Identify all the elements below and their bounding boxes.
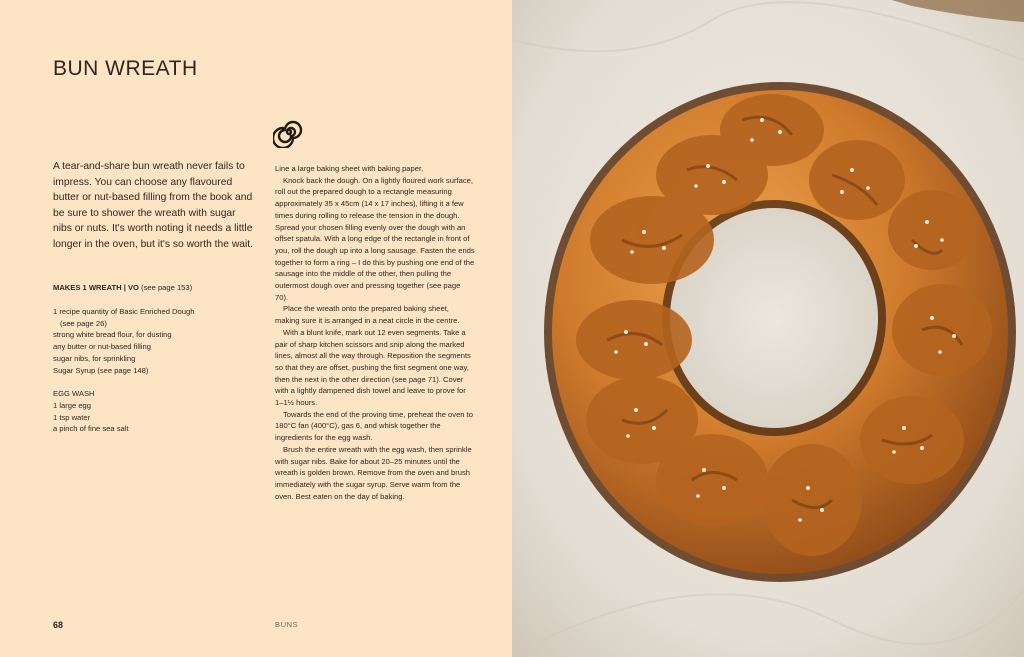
ingredient-list [53, 306, 253, 376]
ingredient-item: 1 recipe quantity of Basic Enriched Dough [53, 307, 195, 316]
egg-wash-item: 1 tsp water [53, 412, 91, 422]
page-number: 68 [53, 620, 64, 630]
recipe-intro: A tear-and-share bun wreath never fails to impress. You can choose any flavoured butter or nut-based filling from the book and be sure to shower the wreath with sugar nibs or nuts. It's worth noting it needs a little longer in the oven, but it's so worth the wait. [53, 161, 254, 250]
yield-label: MAKES 1 WREATH | VO [53, 283, 139, 292]
section-label: BUNS [275, 620, 299, 629]
ingredient-item: sugar nibs, for sprinkling [53, 353, 136, 363]
egg-wash-item: 1 large egg [53, 401, 91, 410]
method-text [275, 163, 475, 502]
photo-illustration [512, 0, 1024, 657]
egg-wash-item: a pinch of fine sea salt [53, 424, 129, 434]
egg-wash-heading: EGG WASH [53, 389, 95, 398]
bun-wreath-photo [512, 0, 1024, 657]
method-step: Line a large baking sheet with baking paper. [275, 164, 424, 173]
ingredient-item: (see page 26) [60, 318, 107, 328]
egg-wash-list [53, 400, 129, 435]
method-step: Place the wreath onto the prepared baking sheet, making sure it is arranged in a neat circle in the centre. [275, 304, 460, 326]
ingredient-item: any butter or nut-based filling [53, 342, 151, 352]
method-step: With a blunt knife, mark out 12 even segments. Take a pair of sharp kitchen scissors and snip along the marked lines, almost all the way through. Reposition the segments so that they are offset, pushing the first segment one way, then the next in the other direction (see page 71). Cover with a lightly dampened dish towel and leave to prove for 1–1½ hours. [275, 327, 471, 408]
method-step: Brush the entire wreath with the egg wash, then sprinkle with sugar nibs. Bake for about 20–25 minutes until the wreath is golden brown. Remove from the oven and brush immediately with the sugar syrup. Serve warm from the oven. Best eaten on the day of baking. [275, 444, 472, 501]
yield-line [53, 282, 192, 293]
method-step: Towards the end of the proving time, preheat the oven to 180°C fan (400°C), gas 6, and whisk together the ingredients for the egg wash. [275, 409, 473, 443]
ingredient-item: Sugar Syrup (see page 148) [53, 365, 149, 375]
method-step: Knock back the dough. On a lightly floured work surface, roll out the prepared dough to a rectangle measuring approximately 35 x 45cm (14 x 17 inches), lifting it a few times during rolling to release the tension in the dough. Spread your chosen filling evenly over the dough with an offset spatula. With a long edge of the rectangle in front of you, roll the dough up into a long sausage. Fasten the ends together to form a ring – I do this by pushing one end of the sausage into the middle of the other, then pulling the outermost dough over and pressing together (see page 70). [275, 175, 475, 302]
swirl-icon [273, 116, 305, 148]
ingredient-item: strong white bread flour, for dusting [53, 330, 172, 340]
recipe-title: BUN WREATH [53, 57, 198, 81]
yield-reference: (see page 153) [138, 283, 193, 292]
